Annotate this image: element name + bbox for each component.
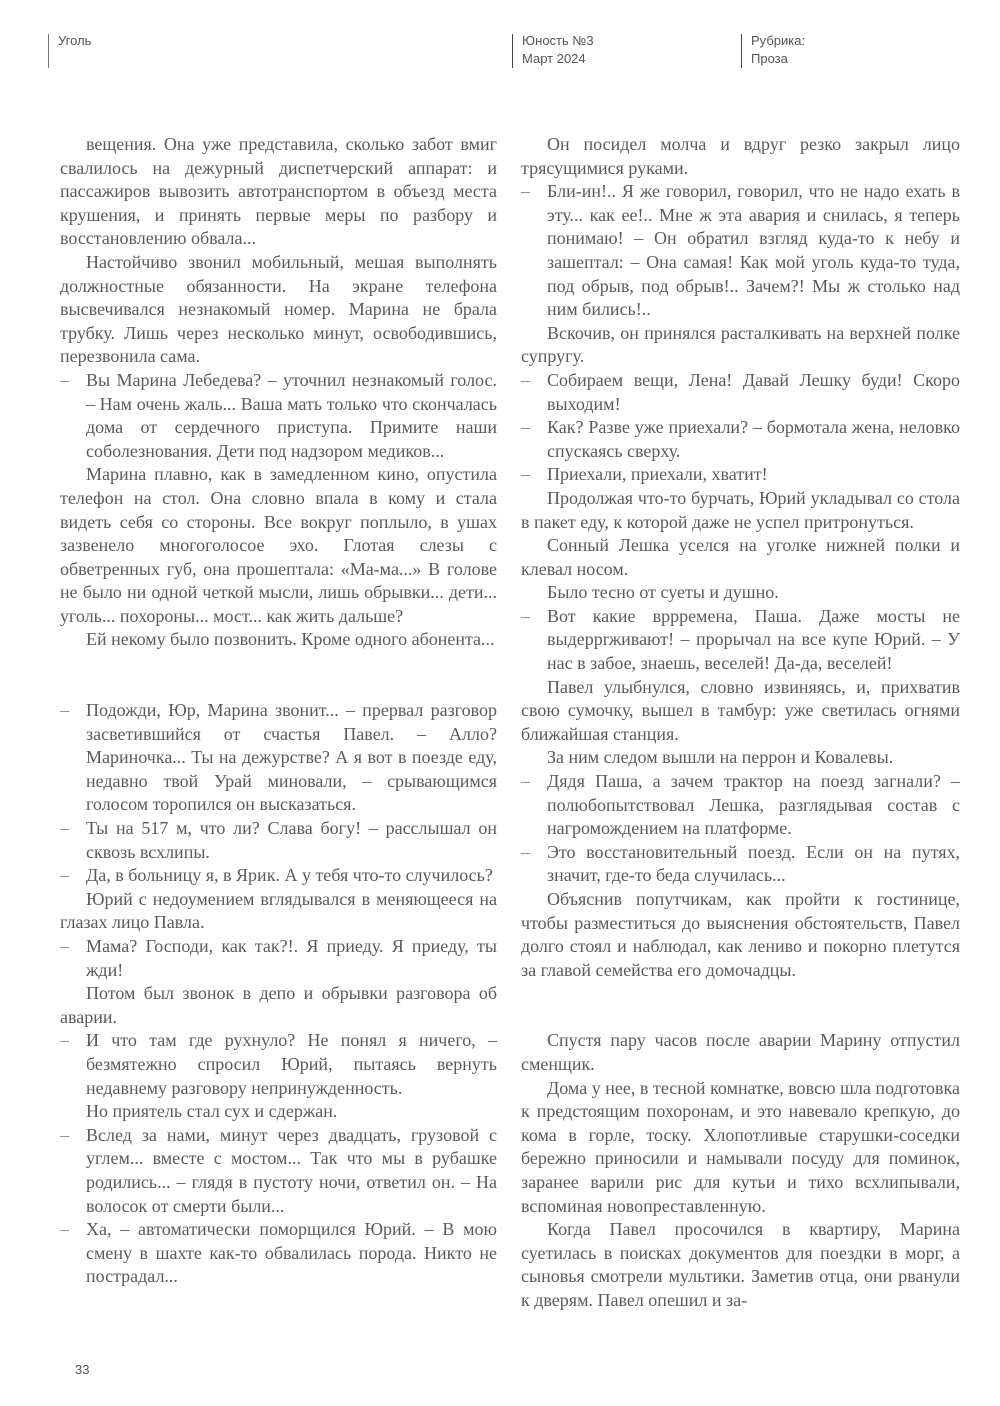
- dialogue-line: – Как? Разве уже приехали? – бормотала жена, неловко спускаясь сверху.: [521, 416, 960, 463]
- paragraph: Юрий с недоумением вглядывался в меняющееся на глазах лицо Павла.: [60, 888, 497, 933]
- header-rubric: [741, 32, 805, 68]
- header-divider: [48, 34, 49, 68]
- header-divider: [741, 34, 742, 68]
- paragraph: Дома у нее, в тесной комнатке, вовсю шла подготовка к предстоящим похоронам, и это навевало крепкую, до кома в горле, тоску. Хлопотливые старушки-соседки бережно приносили и намывали посуду для поминок, заранее варили рис для кутьи и тихо всхлипывали, вспоминая новопреставленную.: [521, 1077, 960, 1216]
- paragraph: Марина плавно, как в замедленном кино, опустила телефон на стол. Она словно впала в кому и стала видеть себя со стороны. Все вокруг поплыло, в ушах зазвенело многоголосое эхо. Глотая слезы с обветренных губ, она прошептала: «Ма-ма...» В голове не было ни одной четкой мысли, лишь обрывки... дети... уголь... похороны... мост... как жить дальше?: [60, 464, 497, 626]
- dialogue-line: – И что там где рухнуло? Не понял я ничего, – безмятежно спросил Юрий, пытаясь вернуть недавнему разговору непринужденность.: [60, 1029, 497, 1100]
- section-break: [521, 982, 960, 1029]
- dialogue-line: – Вы Марина Лебедева? – уточнил незнакомый голос. – Нам очень жаль... Ваша мать только что скончалась дома от сердечного приступа. Примите наши соболезнования. Дети под надзором медиков...: [60, 369, 497, 463]
- text-column-left: [60, 133, 497, 1289]
- dialogue-line: – Собираем вещи, Лена! Давай Лешку буди! Скоро выходим!: [521, 369, 960, 416]
- header-divider: [512, 34, 513, 68]
- section-title: Уголь: [58, 33, 92, 48]
- rubric-label: Рубрика:: [751, 33, 806, 48]
- dialogue-line: – Ты на 517 м, что ли? Слава богу! – расслышал он сквозь всхлипы.: [60, 817, 497, 864]
- dialogue-line: – Ха, – автоматически поморщился Юрий. – В мою смену в шахте как-то обвалилась порода. Никто не пострадал...: [60, 1218, 497, 1289]
- paragraph: Он посидел молча и вдруг резко закрыл лицо трясущимися руками.: [521, 134, 960, 178]
- dialogue-line: – Приехали, приехали, хватит!: [521, 463, 960, 487]
- dialogue-line: – Вслед за нами, минут через двадцать, грузовой с углем... вместе с мостом... Так что мы в рубашке родились... – глядя в пустоту ночи, ответил он. – На волосок от смерти были...: [60, 1124, 497, 1218]
- dialogue-line: – Дядя Паша, а зачем трактор на поезд загнали? – полюбопытствовал Лешка, разглядывая состав с нагромождением на платформе.: [521, 770, 960, 841]
- magazine-issue: Юность №3: [522, 33, 594, 48]
- paragraph: За ним следом вышли на перрон и Ковалевы.: [547, 747, 894, 768]
- paragraph: Вскочив, он принялся расталкивать на верхней полке супругу.: [521, 322, 960, 367]
- paragraph: Но приятель стал сух и сдержан.: [86, 1101, 338, 1122]
- paragraph: Павел улыбнулся, словно извиняясь, и, прихватив свою сумочку, вышел в тамбур: уже светилась огнями ближайшая станция.: [521, 676, 960, 744]
- text-column-right: [521, 133, 960, 1313]
- paragraph: Ей некому было позвонить. Кроме одного абонента...: [86, 629, 495, 650]
- dialogue-line: – Да, в больницу я, в Ярик. А у тебя что-то случилось?: [60, 864, 497, 888]
- header-issue: [512, 32, 594, 68]
- paragraph: Потом был звонок в депо и обрывки разговора об аварии.: [60, 983, 497, 1027]
- dialogue-line: – Это восстановительный поезд. Если он на путях, значит, где-то беда случилась...: [521, 841, 960, 888]
- paragraph: Спустя пару часов после аварии Марину отпустил сменщик.: [521, 1030, 960, 1074]
- page-number: 33: [75, 1362, 90, 1377]
- header-section: [48, 32, 91, 50]
- section-break: [60, 652, 497, 699]
- dialogue-line: – Мама? Господи, как так?!. Я приеду. Я приеду, ты жди!: [60, 935, 497, 982]
- paragraph: Объяснив попутчикам, как пройти к гостинице, чтобы разместиться до выяснения обстоятельств, Павел долго стоял и наблюдал, как лениво и покорно плетутся за главой семейства его домочадцы.: [521, 889, 960, 980]
- paragraph: Настойчиво звонил мобильный, мешая выполнять должностные обязанности. На экране телефона высвечивался незнакомый номер. Марина не брала трубку. Лишь через несколько минут, освободившись, перезвонила сама.: [60, 251, 497, 367]
- paragraph: Сонный Лешка уселся на уголке нижней полки и клевал носом.: [521, 535, 960, 579]
- rubric-value: Проза: [751, 51, 788, 66]
- issue-date: Март 2024: [522, 51, 586, 66]
- dialogue-line: – Подожди, Юр, Марина звонит... – прервал разговор засветившийся от счастья Павел. – Алло? Мариночка... Ты на дежурстве? А я вот в поезде еду, недавно твой Урай миновали, – срывающимся голосом торопился он высказаться.: [60, 699, 497, 817]
- dialogue-line: – Вот какие вррремена, Паша. Даже мосты не выдеррrживают! – прорычал на все купе Юрий. – У нас в забое, знаешь, веселей! Да-да, веселей!: [521, 605, 960, 676]
- dialogue-line: – Бли-ин!.. Я же говорил, говорил, что не надо ехать в эту... как ее!.. Мне ж эта авария и снилась, я теперь понимаю! – Он обратил взгляд куда-то к небу и зашептал: – Она самая! Как мой уголь куда-то туда, под обрыв, под обрыв!.. Зачем?! Мы ж столько над ним бились!..: [521, 180, 960, 322]
- paragraph: вещения. Она уже представила, сколько забот вмиг свалилось на дежурный диспетчерский аппарат: и пассажиров вывозить автотранспортом в объезд места крушения, и принять первые меры по разбору и восстановлению обвала...: [60, 134, 497, 249]
- paragraph: Продолжая что-то бурчать, Юрий укладывал со стола в пакет еду, к которой даже не успел притронуться.: [521, 487, 960, 532]
- paragraph: Было тесно от суеты и душно.: [547, 582, 779, 603]
- paragraph: Когда Павел просочился в квартиру, Марина суетилась в поисках документов для поездки в морг, а сыновья смотрели мультики. Заметив отца, они рванули к дверям. Павел опешил и за-: [521, 1219, 960, 1310]
